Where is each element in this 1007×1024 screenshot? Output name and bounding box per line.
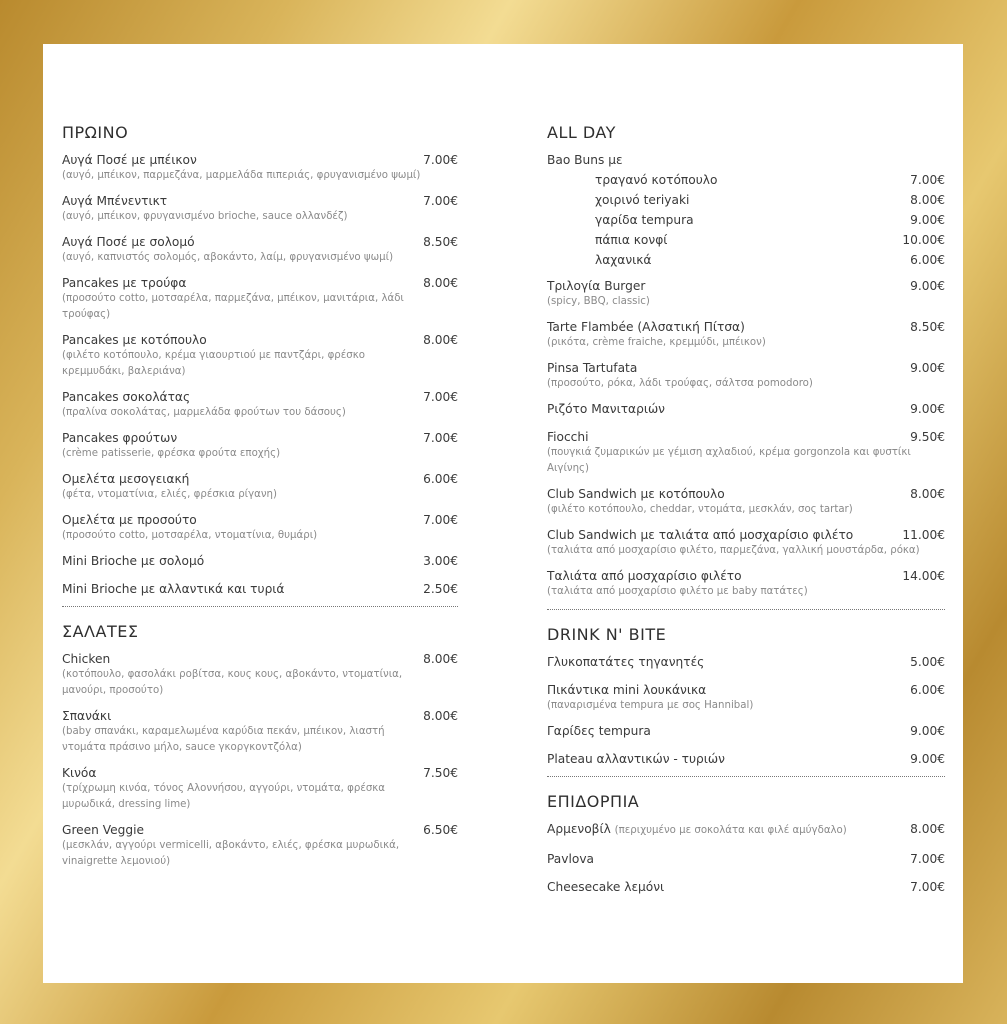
item-price: 6.50€: [423, 823, 458, 837]
section-divider: [547, 609, 945, 610]
item-price: 6.00€: [910, 683, 945, 697]
menu-item: [547, 319, 945, 351]
salates-list: [62, 651, 458, 870]
item-description: (πραλίνα σοκολάτας, μαρμελάδα φρούτων του δάσους): [62, 407, 346, 418]
menu-item: [62, 152, 458, 184]
item-price: 8.50€: [910, 320, 945, 334]
item-price: 8.00€: [910, 822, 945, 836]
item-price: 9.00€: [910, 402, 945, 416]
item-name: Pancakes φρούτων: [62, 431, 178, 445]
item-description: (baby σπανάκι, καραμελωμένα καρύδια πεκάν, μπέικον, λιαστή ντομάτα πράσινο μήλο, sauce γκοργκοντζόλα): [62, 726, 385, 753]
item-price: 7.00€: [910, 880, 945, 894]
menu-item: [62, 193, 458, 225]
item-description: (ταλιάτα από μοσχαρίσιο φιλέτο με baby πατάτες): [547, 586, 808, 597]
item-name: Γαρίδες tempura: [547, 724, 651, 738]
item-description: (τρίχρωμη κινόα, τόνος Αλοννήσου, αγγούρι, ντομάτα, φρέσκα μυρωδικά, dressing lime): [62, 783, 386, 810]
menu-item: [62, 512, 458, 544]
menu-item: [547, 751, 945, 767]
item-description: (αυγό, μπέικον, φρυγανισμένο brioche, sauce ολλανδέζ): [62, 211, 348, 222]
item-price: 3.00€: [423, 554, 458, 568]
item-name: Fiocchi: [547, 430, 589, 444]
item-description: (spicy, BBQ, classic): [547, 296, 650, 307]
item-name: Ομελέτα με προσούτο: [62, 513, 197, 527]
item-description: (ταλιάτα από μοσχαρίσιο φιλέτο, παρμεζάνα, γαλλική μουστάρδα, ρόκα): [547, 545, 920, 556]
item-description: (κοτόπουλο, φασολάκι ροβίτσα, κους κους, αβοκάντο, ντοματίνια, μανούρι, προσούτο): [62, 669, 403, 696]
item-name: Ομελέτα μεσογειακή: [62, 472, 190, 486]
drink-list: [547, 654, 945, 767]
menu-item: [62, 651, 458, 699]
epidorpia-list: [547, 821, 945, 895]
allday-list: [547, 152, 945, 600]
sub-item-name: γαρίδα tempura: [595, 213, 694, 227]
item-description: (προσούτο cotto, μοτσαρέλα, ντοματίνια, θυμάρι): [62, 530, 318, 541]
item-name: Αρμενοβίλ: [547, 822, 611, 836]
item-description: (ρικότα, crème fraiche, κρεμμύδι, μπέικον): [547, 337, 766, 348]
sub-item-price: 6.00€: [910, 253, 945, 267]
item-name: Αυγά Ποσέ με σολομό: [62, 235, 195, 249]
sub-item-name: πάπια κονφί: [595, 233, 668, 247]
menu-item: [547, 486, 945, 518]
item-description: (φέτα, ντοματίνια, ελιές, φρέσκια ρίγανη): [62, 489, 277, 500]
item-name: Chicken: [62, 652, 111, 666]
proino-list: [62, 152, 458, 597]
right-column: [547, 122, 945, 904]
section-divider: [547, 776, 945, 777]
menu-item: [547, 429, 945, 477]
item-price: 7.50€: [423, 766, 458, 780]
item-price: 8.00€: [423, 652, 458, 666]
menu-item: [62, 765, 458, 813]
menu-item: [547, 851, 945, 867]
sub-item: [547, 192, 945, 208]
bao-buns-group: [547, 152, 945, 268]
sub-item: [547, 172, 945, 188]
sub-item: [547, 212, 945, 228]
menu-item: [547, 879, 945, 895]
section-title-salates: ΣΑΛΑΤΕΣ: [62, 622, 139, 641]
sub-item-name: τραγανό κοτόπουλο: [595, 173, 718, 187]
item-name: Ταλιάτα από μοσχαρίσιο φιλέτο: [547, 569, 742, 583]
sub-item: [547, 252, 945, 268]
item-name: Pinsa Tartufata: [547, 361, 638, 375]
item-name: Club Sandwich με κοτόπουλο: [547, 487, 725, 501]
item-name: Σπανάκι: [62, 709, 112, 723]
item-name: Pavlova: [547, 852, 595, 866]
menu-item: [62, 822, 458, 870]
item-name: Mini Brioche με σολομό: [62, 554, 205, 568]
item-price: 2.50€: [423, 582, 458, 596]
item-name: Γλυκοπατάτες τηγανητές: [547, 655, 705, 669]
item-price: 9.00€: [910, 752, 945, 766]
item-description: (crème patisserie, φρέσκα φρούτα εποχής): [62, 448, 281, 459]
menu-item: [62, 234, 458, 266]
item-name: Mini Brioche με αλλαντικά και τυριά: [62, 582, 285, 596]
menu-item: [547, 723, 945, 739]
item-price: 8.00€: [423, 709, 458, 723]
menu-item: [62, 708, 458, 756]
menu-item: [547, 654, 945, 670]
menu-item: [547, 527, 945, 559]
menu-item: [62, 389, 458, 421]
item-name: Ριζότο Μανιταριών: [547, 402, 665, 416]
item-name: Πικάντικα mini λουκάνικα: [547, 683, 707, 697]
item-description: (αυγό, μπέικον, παρμεζάνα, μαρμελάδα πιπεριάς, φρυγανισμένο ψωμί): [62, 170, 421, 181]
item-price: 7.00€: [423, 153, 458, 167]
item-description: (πουγκιά ζυμαρικών με γέμιση αχλαδιού, κρέμα gorgonzola και φυστίκι Αιγίνης): [547, 447, 911, 474]
menu-item: [547, 568, 945, 600]
sub-item-name: λαχανικά: [595, 253, 652, 267]
item-description: (φιλέτο κοτόπουλο, cheddar, ντομάτα, μεσκλάν, σος tartar): [547, 504, 853, 515]
menu-item: [62, 430, 458, 462]
item-price: 6.00€: [423, 472, 458, 486]
item-name: Club Sandwich με ταλιάτα από μοσχαρίσιο φιλέτο: [547, 528, 854, 542]
left-column: [62, 122, 458, 879]
menu-item: [547, 682, 945, 714]
item-description: (προσούτο, ρόκα, λάδι τρούφας, σάλτσα pomodoro): [547, 378, 813, 389]
item-description: (φιλέτο κοτόπουλο, κρέμα γιαουρτιού με παντζάρι, φρέσκο κρεμμυδάκι, βαλεριάνα): [62, 350, 365, 377]
sub-item-price: 7.00€: [910, 173, 945, 187]
menu-item: [547, 278, 945, 310]
menu-item: [62, 471, 458, 503]
item-name: Tarte Flambée (Αλσατική Πίτσα): [547, 320, 745, 334]
item-price: 9.00€: [910, 279, 945, 293]
item-name: Bao Buns με: [547, 153, 623, 167]
item-name: Pancakes με κοτόπουλο: [62, 333, 207, 347]
section-title-proino: ΠΡΩΙΝΟ: [62, 123, 129, 142]
menu-item: [62, 553, 458, 569]
menu-item: [547, 401, 945, 417]
section-title-drink: DRINK N' BITE: [547, 625, 667, 644]
item-name: Κινόα: [62, 766, 97, 780]
item-price: 8.00€: [423, 333, 458, 347]
item-price: 14.00€: [902, 569, 945, 583]
item-price: 7.00€: [423, 390, 458, 404]
section-divider: [62, 606, 458, 607]
item-name: Αυγά Ποσέ με μπέικον: [62, 153, 197, 167]
section-title-allday: ALL DAY: [547, 123, 616, 142]
item-price: 7.00€: [910, 852, 945, 866]
item-name: Τριλογία Burger: [547, 279, 646, 293]
item-name: Pancakes με τρούφα: [62, 276, 187, 290]
item-price: 7.00€: [423, 431, 458, 445]
sub-item-price: 8.00€: [910, 193, 945, 207]
item-price: 8.00€: [910, 487, 945, 501]
menu-item: [547, 360, 945, 392]
menu-item: [62, 581, 458, 597]
item-price: 9.50€: [910, 430, 945, 444]
item-price: 9.00€: [910, 361, 945, 375]
item-name: Αυγά Μπένεντικτ: [62, 194, 168, 208]
item-name: Plateau αλλαντικών - τυριών: [547, 752, 725, 766]
item-price: 7.00€: [423, 513, 458, 527]
item-name: Pancakes σοκολάτας: [62, 390, 191, 404]
item-description: (προσούτο cotto, μοτσαρέλα, παρμεζάνα, μπέικον, μανιτάρια, λάδι τρούφας): [62, 293, 404, 320]
item-price: 7.00€: [423, 194, 458, 208]
sub-item-name: χοιρινό teriyaki: [595, 193, 690, 207]
sub-item-price: 9.00€: [910, 213, 945, 227]
menu-item: [62, 275, 458, 323]
item-description: (περιχυμένο με σοκολάτα και φιλέ αμύγδαλο): [614, 825, 847, 836]
item-name: Green Veggie: [62, 823, 145, 837]
item-description: (αυγό, καπνιστός σολομός, αβοκάντο, λαίμ, φρυγανισμένο ψωμί): [62, 252, 394, 263]
section-title-epidorpia: ΕΠΙΔΟΡΠΙΑ: [547, 792, 640, 811]
sub-item-price: 10.00€: [902, 233, 945, 247]
sub-item: [547, 232, 945, 248]
item-price: 8.50€: [423, 235, 458, 249]
item-description: (μεσκλάν, αγγούρι vermicelli, αβοκάντο, ελιές, φρέσκα μυρωδικά, vinaigrette λεμονιού): [62, 840, 400, 867]
item-price: 8.00€: [423, 276, 458, 290]
item-price: 11.00€: [902, 528, 945, 542]
menu-item: [62, 332, 458, 380]
item-name: Cheesecake λεμόνι: [547, 880, 665, 894]
item-description: (παναρισμένα tempura με σος Hannibal): [547, 700, 754, 711]
item-price: 9.00€: [910, 724, 945, 738]
menu-page: [43, 44, 963, 983]
item-price: 5.00€: [910, 655, 945, 669]
menu-item: [547, 821, 945, 839]
